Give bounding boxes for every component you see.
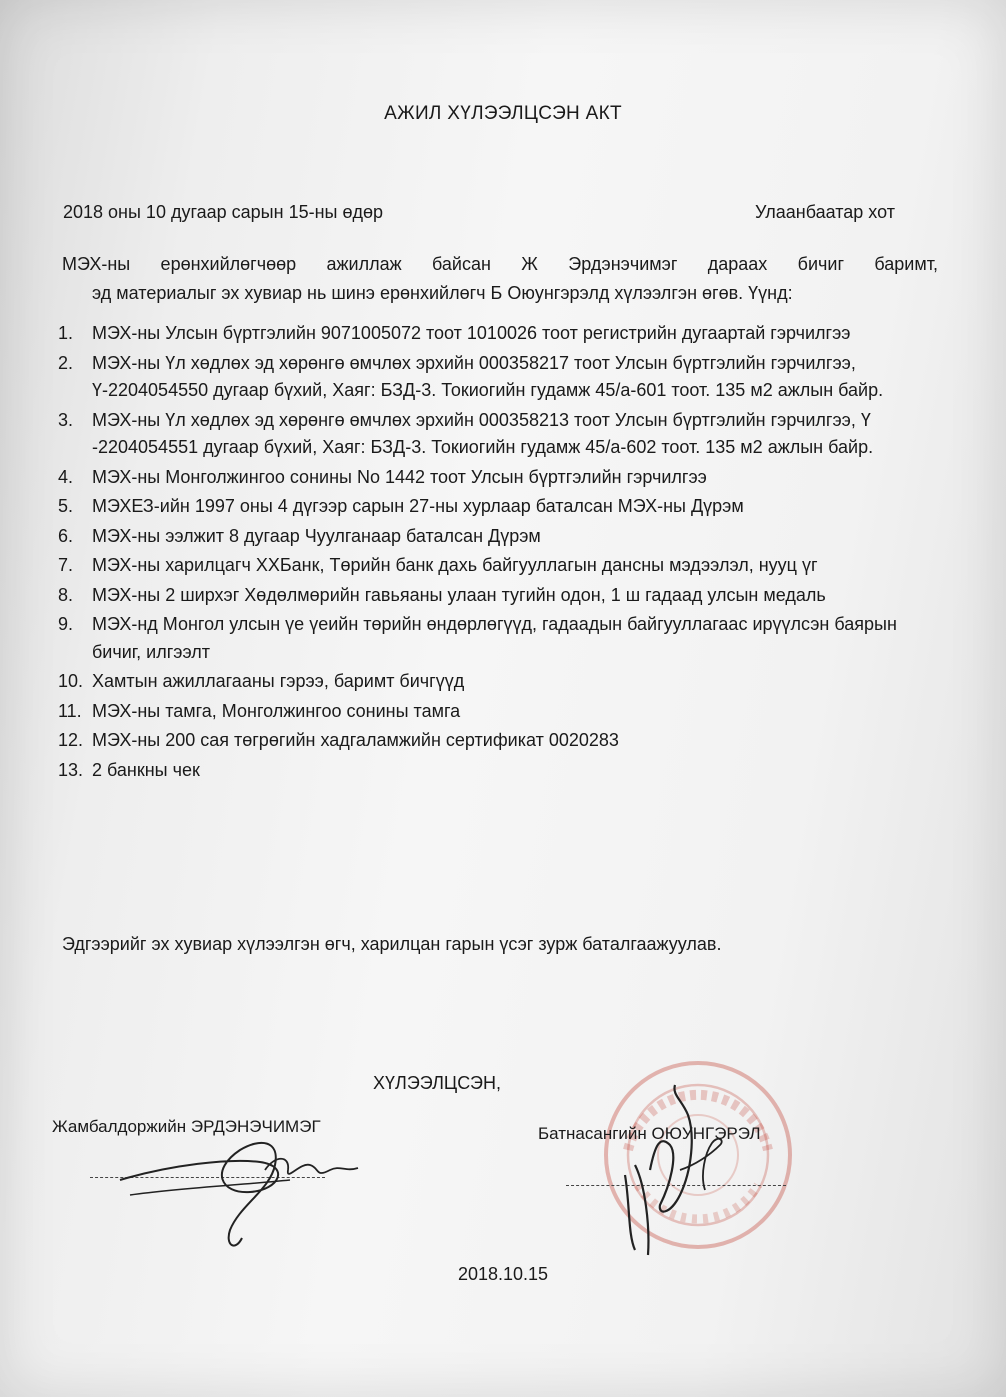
list-item	[58, 493, 928, 521]
list-item-text: МЭХ-ны Улсын бүртгэлийн 9071005072 тоот 1010026 тоот регистрийн дугаартай гэрчилгээ	[92, 323, 851, 343]
list-item-text: МЭХ-ны ээлжит 8 дугаар Чуулганаар баталсан Дүрэм	[92, 525, 541, 546]
list-item	[58, 523, 928, 551]
list-item-text: МЭХ-ны 2 ширхэг Хөдөлмөрийн гавьяаны улаан тугийн одон, 1 ш гадаад улсын медаль	[92, 584, 826, 605]
signer-left-name: Жамбалдоржийн ЭРДЭНЭЧИМЭГ	[52, 1117, 321, 1136]
list-item-text: МЭХ-ны Үл хөдлөх эд хөрөнгө өмчлөх эрхийн 000358217 тоот Улсын бүртгэлийн гэрчилгээ, Ү-2204054550 дугаар бүхий, Хаяг: БЗД-3. Токиогийн гудамж 45/а-601 тоот. 135 м2 ажлын байр.	[92, 352, 884, 400]
list-item-number: 12.	[58, 730, 84, 750]
list-item-text: МЭХ-ны харилцагч ХХБанк, Төрийн банк дахь байгууллагын дансны мэдээлэл, нууц үг	[92, 555, 818, 575]
list-item-number: 2.	[58, 352, 74, 373]
list-item-text: МЭХЕЗ-ийн 1997 оны 4 дүгээр сарын 27-ны хурлаар баталсан МЭХ-ны Дүрэм	[92, 496, 744, 516]
intro-line-2: эд материалыг эх хувиар нь шинэ ерөнхийлөгч Б Оюунгэрэлд хүлээлгэн өгөв. Үүнд:	[92, 283, 793, 303]
list-item-text: МЭХ-ны Үл хөдлөх эд хөрөнгө өмчлөх эрхийн 000358213 тоот Улсын бүртгэлийн гэрчилгээ, Ү -2204054551 дугаар бүхий, Хаяг: БЗД-3. Токиогийн гудамж 45/а-602 тоот. 135 м2 ажлын байр.	[92, 409, 874, 457]
list-item-number: 9.	[58, 614, 74, 634]
document-date: 2018 оны 10 дугаар сарын 15-ны өдөр	[63, 202, 383, 222]
list-item-number: 8.	[58, 584, 74, 605]
document-title: АЖИЛ ХҮЛЭЭЛЦСЭН АКТ	[384, 103, 622, 124]
final-date: 2018.10.15	[457, 1264, 549, 1284]
list-item	[58, 350, 928, 405]
signer-right-name: Батнасангийн ОЮУНГЭРЭЛ	[538, 1124, 761, 1143]
intro-paragraph	[62, 250, 938, 308]
list-item-text: 2 банкны чек	[92, 759, 200, 780]
handed-over-heading: ХҮЛЭЭЛЦСЭН,	[373, 1073, 501, 1093]
list-item	[58, 407, 928, 462]
list-item	[58, 320, 928, 348]
list-item-number: 3.	[58, 409, 74, 430]
list-item-number: 10.	[58, 671, 84, 691]
list-item-text: МЭХ-ны тамга, Монголжингоо сонины тамга	[92, 700, 461, 721]
signature-right-icon	[600, 1075, 750, 1265]
list-item-number: 7.	[58, 555, 74, 575]
list-item-number: 13.	[58, 759, 84, 780]
list-item	[58, 727, 928, 755]
document-place: Улаанбаатар хот	[755, 202, 895, 222]
list-item	[58, 464, 928, 492]
list-item-text: Хамтын ажиллагааны гэрээ, баримт бичгүүд	[92, 671, 465, 691]
list-item	[58, 582, 928, 610]
list-item-text: МЭХ-ны Монголжингоо сонины No 1442 тоот Улсын бүртгэлийн гэрчилгээ	[92, 466, 707, 487]
list-item-text: МЭХ-нд Монгол улсын үе үеийн төрийн өндөрлөгүүд, гадаадын байгууллагаас ирүүлсэн баярын бичиг, илгээлт	[92, 614, 897, 662]
list-item	[58, 552, 928, 580]
items-list	[58, 320, 928, 786]
list-item	[58, 668, 928, 696]
list-item-number: 1.	[58, 323, 74, 343]
list-item-number: 5.	[58, 496, 74, 516]
list-item-number: 4.	[58, 466, 74, 487]
intro-line-1: МЭХ-ны ерөнхийлөгчөөр ажиллаж байсан Ж Эрдэнэчимэг дараах бичиг баримт,	[62, 254, 938, 274]
signature-left-icon	[90, 1110, 380, 1260]
list-item	[58, 757, 928, 785]
list-item-number: 6.	[58, 525, 74, 546]
list-item-text: МЭХ-ны 200 сая төгрөгийн хадгаламжийн сертификат 0020283	[92, 730, 619, 750]
list-item-number: 11.	[58, 700, 82, 721]
list-item	[58, 698, 928, 726]
closing-statement: Эдгээрийг эх хувиар хүлээлгэн өгч, харилцан гарын үсэг зурж баталгаажуулав.	[62, 934, 722, 954]
list-item	[58, 611, 928, 666]
